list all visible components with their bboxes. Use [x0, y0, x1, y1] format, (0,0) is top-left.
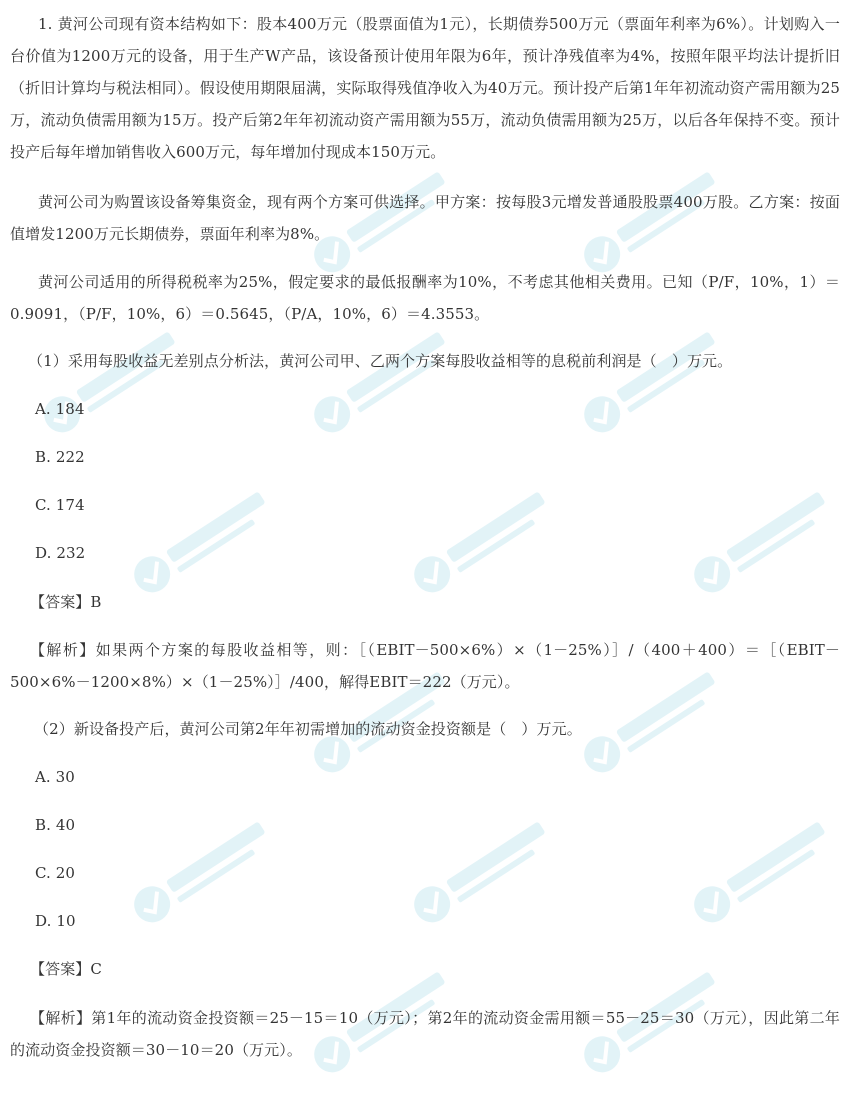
question-1-option-d[interactable]: D. 232 [35, 544, 86, 562]
intro-paragraph: 1. 黄河公司现有资本结构如下：股本400万元（股票面值为1元），长期债券500万元（票面年利率为6%）。计划购入一台价值为1200万元的设备，用于生产W产品，该设备预计使用年限为6年，预计净残值率为4%，按照年限平均法计提折旧（折旧计算均与税法相同）。假设使用期限届满，实际取得残值净收入为40万元。预计投产后第1年年初流动资产需用额为25万，流动负债需用额为15万。投产后第2年年初流动资产需用额为55万，流动负债需用额为25万，以后各年保持不变。预计投产后每年增加销售收入600万元，每年增加付现成本150万元。 [10, 15, 840, 161]
question-2-option-d[interactable]: D. 10 [35, 912, 76, 930]
question-2-answer: 【答案】C [30, 960, 102, 978]
conditions-paragraph: 黄河公司适用的所得税税率为25%，假定要求的最低报酬率为10%，不考虑其他相关费用。已知（P/F，10%，1）＝0.9091，（P/F，10%，6）＝0.5645，（P/A，10%，6）＝4.3553。 [10, 273, 840, 323]
question-2-explanation: 【解析】第1年的流动资金投资额＝25－15＝10（万元）；第2年的流动资金需用额＝55－25＝30（万元），因此第二年的流动资金投资额＝30－10＝20（万元）。 [10, 1009, 840, 1059]
question-1-option-a[interactable]: A. 184 [35, 400, 85, 418]
question-1-stem: （1）采用每股收益无差别点分析法，黄河公司甲、乙两个方案每股收益相等的息税前利润是（ ）万元。 [28, 352, 733, 370]
question-2-stem: （2）新设备投产后，黄河公司第2年年初需增加的流动资金投资额是（ ）万元。 [34, 720, 582, 738]
financing-paragraph: 黄河公司为购置该设备筹集资金，现有两个方案可供选择。甲方案：按每股3元增发普通股股票400万股。乙方案：按面值增发1200万元长期债券，票面年利率为8%。 [10, 193, 840, 243]
question-1-answer: 【答案】B [30, 593, 102, 611]
question-1-option-c[interactable]: C. 174 [35, 496, 85, 514]
question-2-option-c[interactable]: C. 20 [35, 864, 76, 882]
question-1-option-b[interactable]: B. 222 [35, 448, 85, 466]
question-2-option-b[interactable]: B. 40 [35, 816, 76, 834]
question-1-explanation: 【解析】如果两个方案的每股收益相等，则：［（EBIT－500×6%）×（1－25%）］/（400＋400）＝［（EBIT－500×6%－1200×8%）×（1－25%）］/400，解得EBIT＝222（万元）。 [10, 641, 840, 691]
question-2-option-a[interactable]: A. 30 [35, 768, 75, 786]
